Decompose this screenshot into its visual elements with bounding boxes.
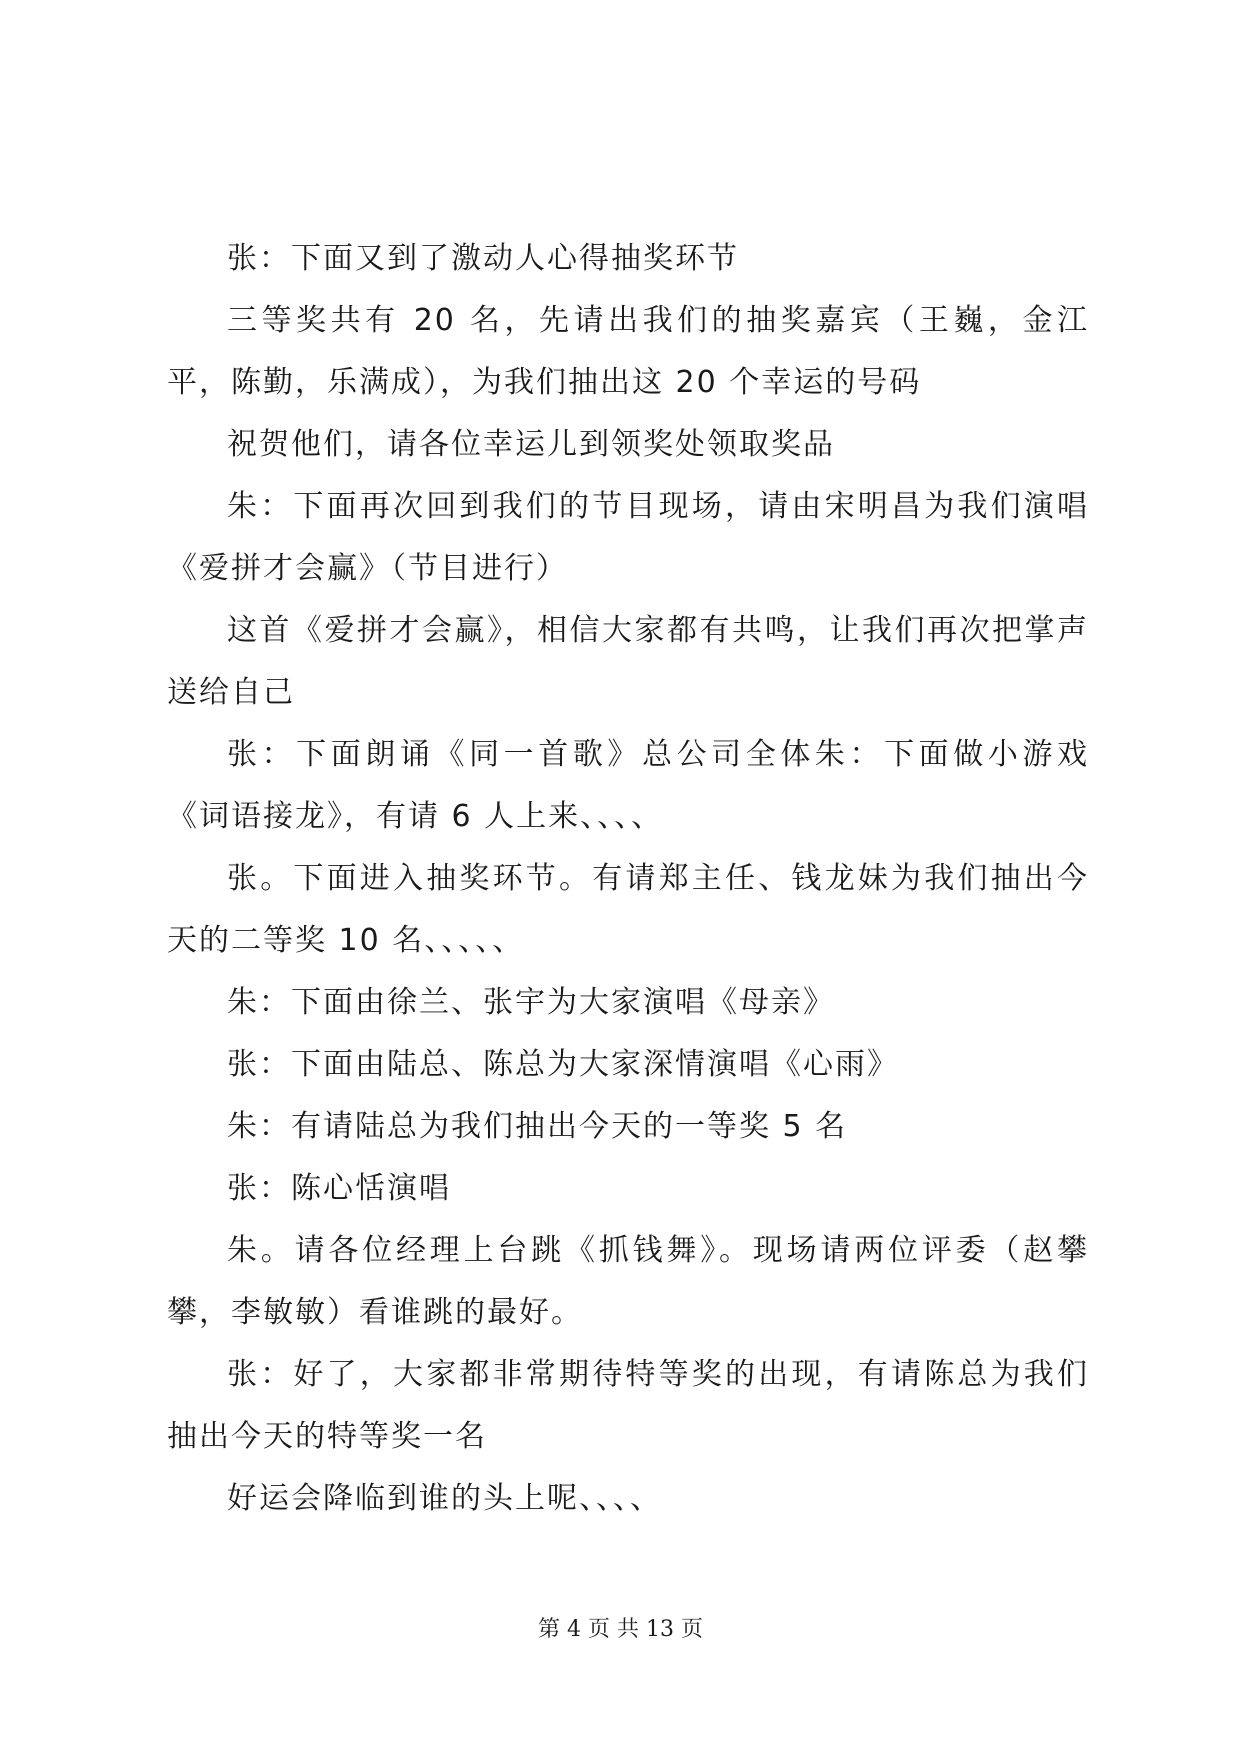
paragraph: 好运会降临到谁的头上呢、、、、 — [227, 1481, 662, 1516]
paragraph: 朱：下面由徐兰、张宇为大家演唱《母亲》 — [227, 985, 835, 1020]
paragraph: 这首《爱拼才会赢》，相信大家都有共鸣，让我们再次把掌声送给自己 — [167, 613, 1089, 710]
paragraph: 张：下面又到了激动人心得抽奖环节 — [227, 241, 739, 276]
document-body — [167, 228, 1089, 1530]
paragraph: 张：下面由陆总、陈总为大家深情演唱《心雨》 — [227, 1047, 899, 1082]
paragraph: 张：下面朗诵《同一首歌》总公司全体朱：下面做小游戏《词语接龙》，有请 6 人上来、、、、 — [167, 737, 1089, 834]
paragraph: 三等奖共有 20 名，先请出我们的抽奖嘉宾（王巍，金江平，陈勤，乐满成），为我们抽出这 20 个幸运的号码 — [167, 303, 1089, 400]
paragraph: 朱：有请陆总为我们抽出今天的一等奖 5 名 — [227, 1109, 848, 1144]
page-number-footer: 第 4 页 共 13 页 — [538, 1617, 703, 1642]
paragraph: 朱：下面再次回到我们的节目现场，请由宋明昌为我们演唱《爱拼才会赢》（节目进行） — [167, 489, 1089, 586]
paragraph: 张：好了，大家都非常期待特等奖的出现，有请陈总为我们抽出今天的特等奖一名 — [167, 1357, 1089, 1454]
paragraph: 朱。请各位经理上台跳《抓钱舞》。现场请两位评委（赵攀攀，李敏敏）看谁跳的最好。 — [167, 1233, 1089, 1330]
paragraph: 祝贺他们，请各位幸运儿到领奖处领取奖品 — [227, 427, 835, 462]
paragraph: 张：陈心恬演唱 — [227, 1171, 451, 1206]
paragraph: 张。下面进入抽奖环节。有请郑主任、钱龙妹为我们抽出今天的二等奖 10 名、、、、、 — [167, 861, 1089, 958]
